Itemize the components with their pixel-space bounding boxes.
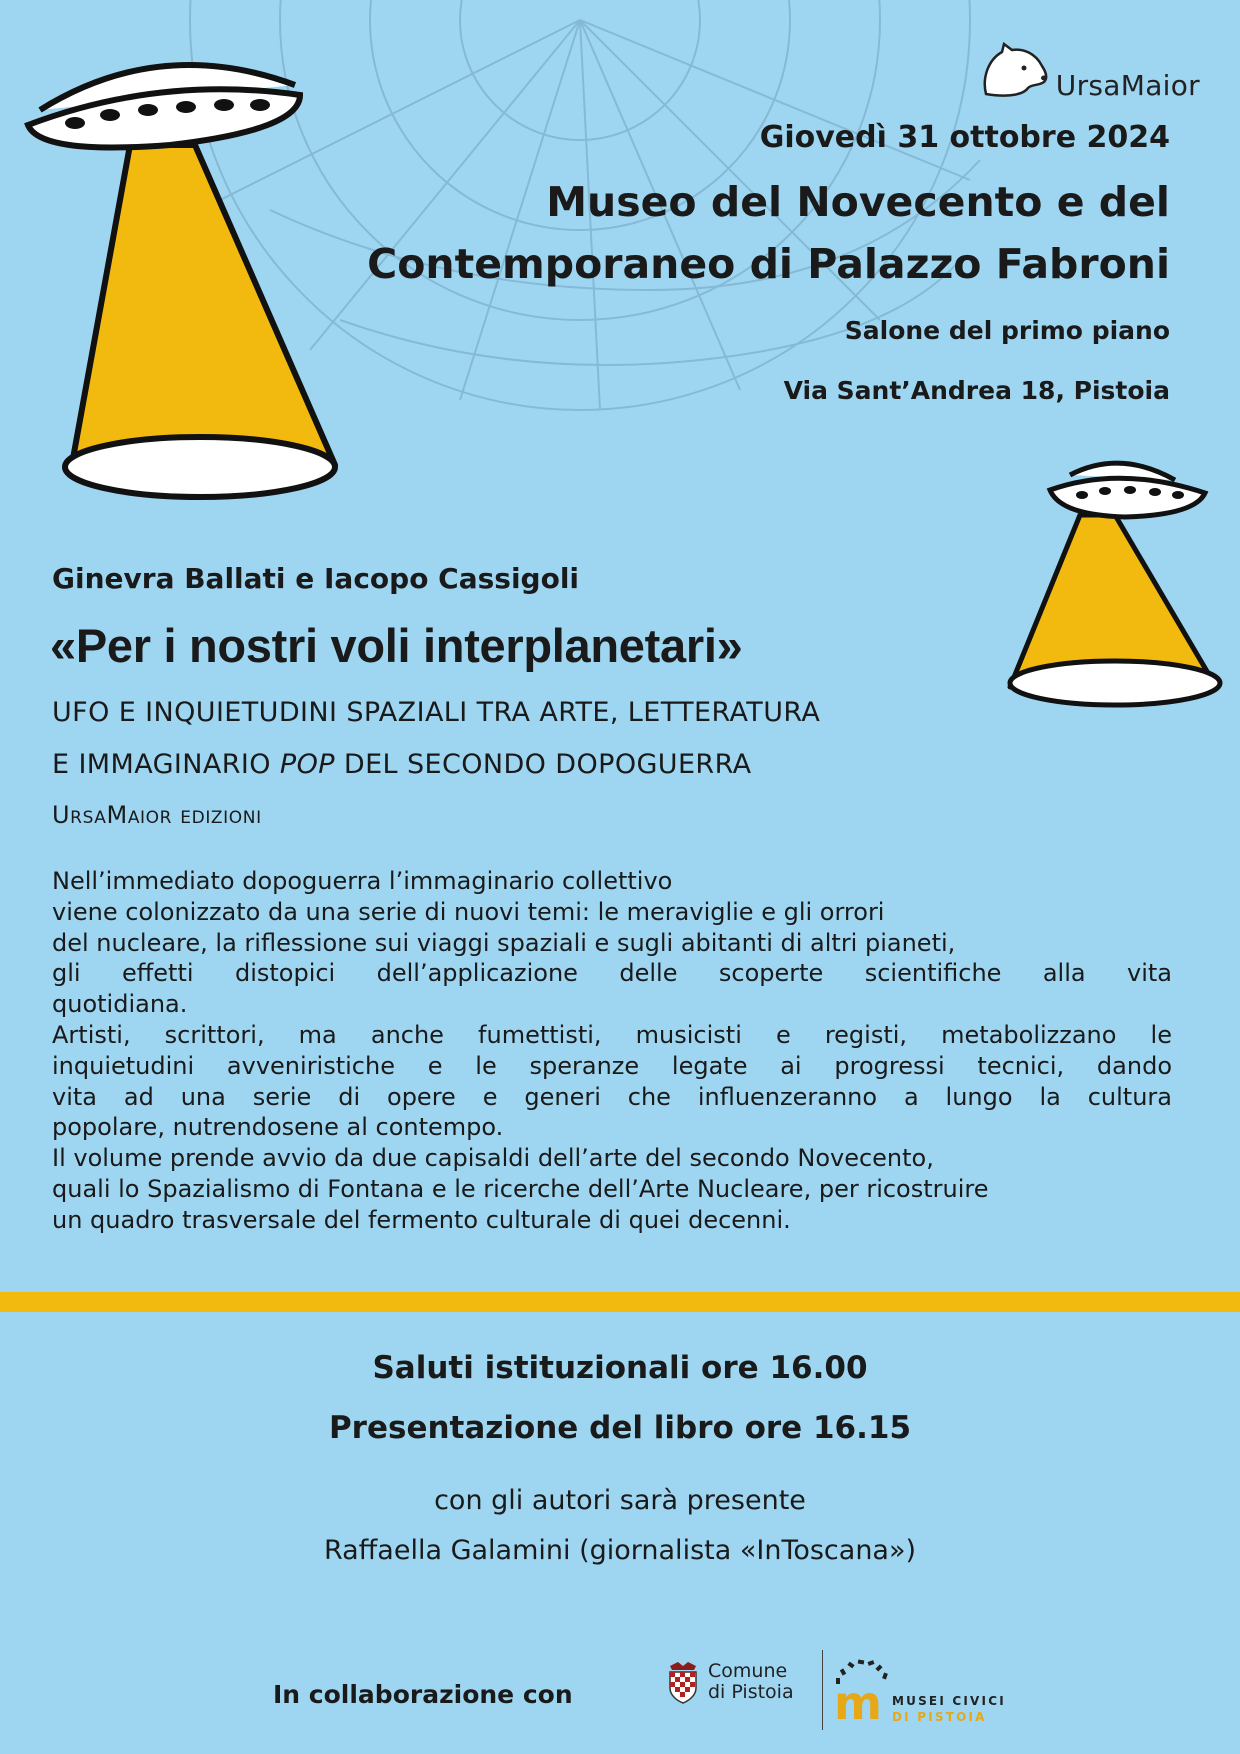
venue-address: Via Sant’Andrea 18, Pistoia <box>783 376 1170 405</box>
ufo-left-illustration <box>0 55 360 515</box>
description-line: del nucleare, la riflessione sui viaggi spaziali e sugli abitanti di altri pianeti, <box>52 928 956 957</box>
coat-of-arms-icon <box>666 1660 700 1704</box>
book-title: «Per i nostri voli interplanetari» <box>50 619 743 672</box>
description-line: inquietudini avveniristiche e le speranze legate ai progressi tecnici, dando <box>52 1051 1172 1080</box>
schedule-greetings: Saluti istituzionali ore 16.00 <box>372 1350 868 1386</box>
description-line: popolare, nutrendosene al contempo. <box>52 1113 504 1142</box>
description-line: gli effetti distopici dell’applicazione delle scoperte scientifiche alla vita <box>52 959 1172 988</box>
ursamaior-logo <box>980 42 1200 100</box>
description-line: quotidiana. <box>52 990 188 1019</box>
venue-room: Salone del primo piano <box>844 316 1170 345</box>
brand-name: UrsaMaior <box>1055 69 1200 102</box>
venue-line-2: Contemporaneo di Palazzo Fabroni <box>367 240 1170 288</box>
schedule-presentation: Presentazione del libro ore 16.15 <box>328 1410 912 1446</box>
subtitle-text-a: E IMMAGINARIO <box>52 749 280 780</box>
description-line: un quadro trasversale del fermento culturale di quei decenni. <box>52 1205 791 1234</box>
yellow-divider <box>0 1292 1240 1312</box>
comune-line-2: di Pistoia <box>708 1681 794 1703</box>
description-line: quali lo Spazialismo di Fontana e le ricerche dell’Arte Nucleare, per ricostruire <box>52 1174 989 1203</box>
book-authors: Ginevra Ballati e Iacopo Cassigoli <box>52 562 580 595</box>
description-line: Artisti, scrittori, ma anche fumettisti, musicisti e registi, metabolizzano le <box>52 1020 1172 1049</box>
description-line: Il volume prende avvio da due capisaldi dell’arte del secondo Novecento, <box>52 1144 934 1173</box>
musei-m-mark: m <box>834 1676 882 1730</box>
collaboration-label: In collaborazione con <box>273 1680 573 1709</box>
venue-line-1: Museo del Novecento e del <box>546 178 1170 226</box>
description-line: Nell’immediato dopoguerra l’immaginario collettivo <box>52 867 673 895</box>
event-date: Giovedì 31 ottobre 2024 <box>759 120 1170 155</box>
description-line: vita ad una serie di opere e generi che influenzeranno a lungo la cultura <box>52 1082 1172 1111</box>
presence-guest: Raffaella Galamini (giornalista «InToscana») <box>323 1535 917 1566</box>
book-subtitle-line-1: UFO E INQUIETUDINI SPAZIALI TRA ARTE, LETTERATURA <box>52 697 821 728</box>
musei-civici-logo <box>832 1652 1012 1732</box>
musei-line-2: DI PISTOIA <box>892 1710 987 1724</box>
ufo-right-illustration <box>990 455 1240 735</box>
book-subtitle-line-2 <box>52 749 752 780</box>
description-line: viene colonizzato da una serie di nuovi temi: le meraviglie e gli orrori <box>52 897 885 926</box>
logo-separator <box>822 1650 823 1730</box>
book-description <box>52 866 1172 1236</box>
subtitle-pop: POP <box>279 749 335 780</box>
presence-intro: con gli autori sarà presente <box>434 1485 806 1516</box>
bear-head-icon <box>980 42 1050 100</box>
publisher: UrsaMaior edizioni <box>52 801 262 829</box>
comune-di-pistoia-logo <box>666 1660 794 1704</box>
comune-line-1: Comune <box>708 1660 788 1682</box>
subtitle-text-b: DEL SECONDO DOPOGUERRA <box>334 749 752 780</box>
musei-line-1: MUSEI CIVICI <box>892 1694 1006 1708</box>
